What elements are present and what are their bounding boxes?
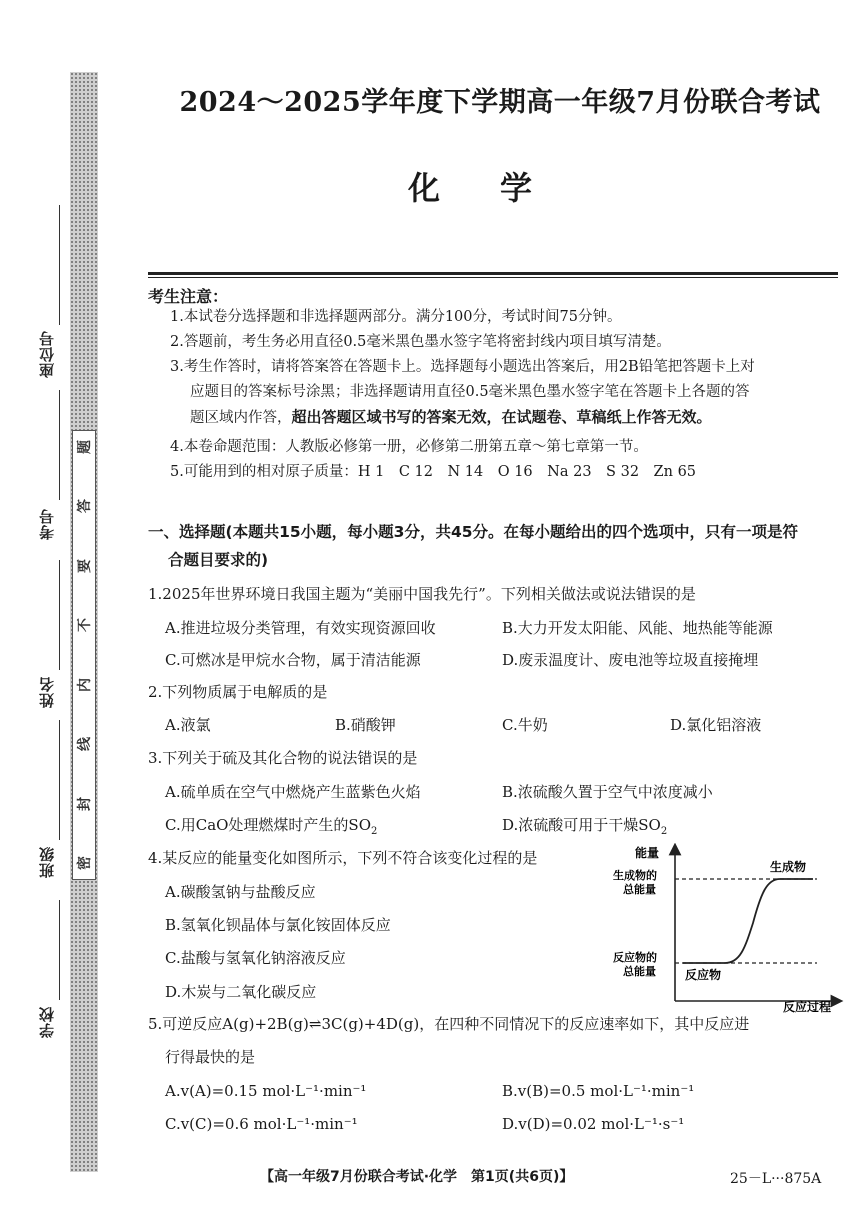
notice-item: 3.考生作答时，请将答案答在答题卡上。选择题每小题选出答案后，用2B铅笔把答题卡上对	[170, 359, 755, 375]
q4-option-b: B.氢氧化钡晶体与氯化铵固体反应	[165, 916, 391, 934]
seat-number-label: 座位号	[38, 330, 56, 378]
q2-option-b: B.硝酸钾	[335, 716, 396, 734]
class-label: 班级	[38, 846, 56, 878]
q1-option-b: B.大力开发太阳能、风能、地热能等能源	[502, 619, 773, 637]
reactant-label: 反应物	[685, 968, 722, 982]
q5-option-d: D.v(D)=0.02 mol·L⁻¹·s⁻¹	[502, 1115, 685, 1133]
exam-number-label: 考号	[38, 508, 56, 540]
q3-option-c-text: C.用CaO处理燃煤时产生的SO	[165, 816, 372, 834]
notice-item: 应题目的答案标号涂黑；非选择题请用直径0.5毫米黑色墨水签字笔在答题卡上各题的答	[190, 384, 750, 400]
product-energy-label: 生成物的	[613, 869, 657, 882]
q5-option-c: C.v(C)=0.6 mol·L⁻¹·min⁻¹	[165, 1115, 358, 1133]
q4-option-c: C.盐酸与氢氧化钠溶液反应	[165, 949, 346, 967]
notice-item: 2.答题前，考生务必用直径0.5毫米黑色墨水签字笔将密封线内项目填写清楚。	[170, 334, 671, 350]
q3-option-d-text: D.浓硫酸可用于干燥SO	[502, 816, 661, 834]
seal-box	[72, 430, 96, 880]
header-rule-thin	[148, 277, 838, 278]
q2-option-c: C.牛奶	[502, 716, 548, 734]
class-line	[59, 720, 60, 840]
seal-char: 题	[77, 440, 93, 454]
notice-item	[190, 406, 840, 430]
x-axis-label: 反应过程	[783, 1000, 832, 1013]
q1-option-a: A.推进垃圾分类管理，有效实现资源回收	[165, 619, 436, 637]
q4-option-a: A.碳酸氢钠与盐酸反应	[165, 883, 316, 901]
seat-line	[59, 205, 60, 325]
exam-code: 25－L···875A	[730, 1171, 822, 1187]
energy-diagram	[605, 843, 845, 1013]
section-heading-line: 合题目要求的)	[168, 551, 269, 569]
q4-option-d: D.木炭与二氧化碳反应	[165, 983, 317, 1001]
subscript: 2	[660, 826, 668, 837]
q3-option-d	[502, 814, 667, 843]
seal-char: 线	[77, 737, 93, 752]
q5-option-a: A.v(A)=0.15 mol·L⁻¹·min⁻¹	[165, 1082, 367, 1100]
notice-item: 4.本卷命题范围：人教版必修第一册，必修第二册第五章～第七章第一节。	[170, 439, 648, 455]
reactant-energy-label: 总能量	[623, 965, 656, 978]
notice-item: 1.本试卷分选择题和非选择题两部分。满分100分，考试时间75分钟。	[170, 309, 622, 325]
q5-option-b: B.v(B)=0.5 mol·L⁻¹·min⁻¹	[502, 1082, 695, 1100]
question-2-stem: 2.下列物质属于电解质的是	[148, 683, 328, 701]
q3-option-a: A.硫单质在空气中燃烧产生蓝紫色火焰	[165, 783, 421, 801]
seal-char: 不	[77, 618, 93, 633]
q2-option-d: D.氯化铝溶液	[670, 716, 762, 734]
q1-option-d: D.废汞温度计、废电池等垃圾直接掩埋	[502, 651, 759, 669]
seal-char: 内	[77, 677, 93, 692]
y-axis-label: 能量	[635, 846, 660, 860]
question-5-stem-cont: 行得最快的是	[165, 1048, 256, 1066]
question-5-stem: 5.可逆反应A(g)+2B(g)⇌3C(g)+4D(g)，在四种不同情况下的反应速率如下，其中反应进	[148, 1015, 750, 1033]
seal-char: 密	[77, 855, 93, 870]
name-line	[59, 560, 60, 670]
section-heading-line: 一、选择题(本题共15小题，每小题3分，共45分。在每小题给出的四个选项中，只有一项是符	[148, 523, 799, 541]
question-4-stem: 4.某反应的能量变化如图所示，下列不符合该变化过程的是	[148, 849, 538, 867]
subject-title: 化学	[407, 169, 592, 207]
notice-item-text: 题区域内作答，	[190, 410, 292, 426]
school-label: 学校	[38, 1006, 56, 1038]
subscript: 2	[371, 826, 378, 837]
notice-item: 5.可能用到的相对原子质量：H 1 C 12 N 14 O 16 Na 23 S 32 Zn 65	[170, 464, 697, 480]
name-label: 姓名	[38, 676, 56, 708]
product-label: 生成物	[770, 860, 807, 874]
q3-option-b: B.浓硫酸久置于空气中浓度减小	[502, 783, 713, 801]
question-1-stem: 1.2025年世界环境日我国主题为“美丽中国我先行”。下列相关做法或说法错误的是	[148, 585, 696, 603]
header-rule	[148, 272, 838, 275]
notice-emphasis: 超出答题区域书写的答案无效，在试题卷、草稿纸上作答无效。	[291, 408, 712, 426]
exam-number-line	[59, 390, 60, 500]
product-energy-label: 总能量	[623, 883, 656, 896]
q2-option-a: A.液氯	[165, 716, 211, 734]
page-footer: 【高一年级7月份联合考试·化学 第1页(共6页)】	[260, 1169, 574, 1185]
reaction-curve	[683, 879, 813, 963]
notice-heading: 考生注意：	[148, 287, 229, 306]
q1-option-c: C.可燃冰是甲烷水合物，属于清洁能源	[165, 651, 421, 669]
question-3-stem: 3.下列关于硫及其化合物的说法错误的是	[148, 749, 418, 767]
school-line	[59, 900, 60, 1000]
seal-char: 答	[77, 499, 93, 514]
q3-option-c	[165, 814, 377, 843]
reactant-energy-label: 反应物的	[613, 951, 657, 964]
seal-char: 要	[77, 558, 93, 573]
seal-char: 封	[77, 796, 93, 811]
section-heading	[148, 518, 840, 574]
exam-title: 2024～2025学年度下学期高一年级7月份联合考试	[179, 87, 821, 118]
